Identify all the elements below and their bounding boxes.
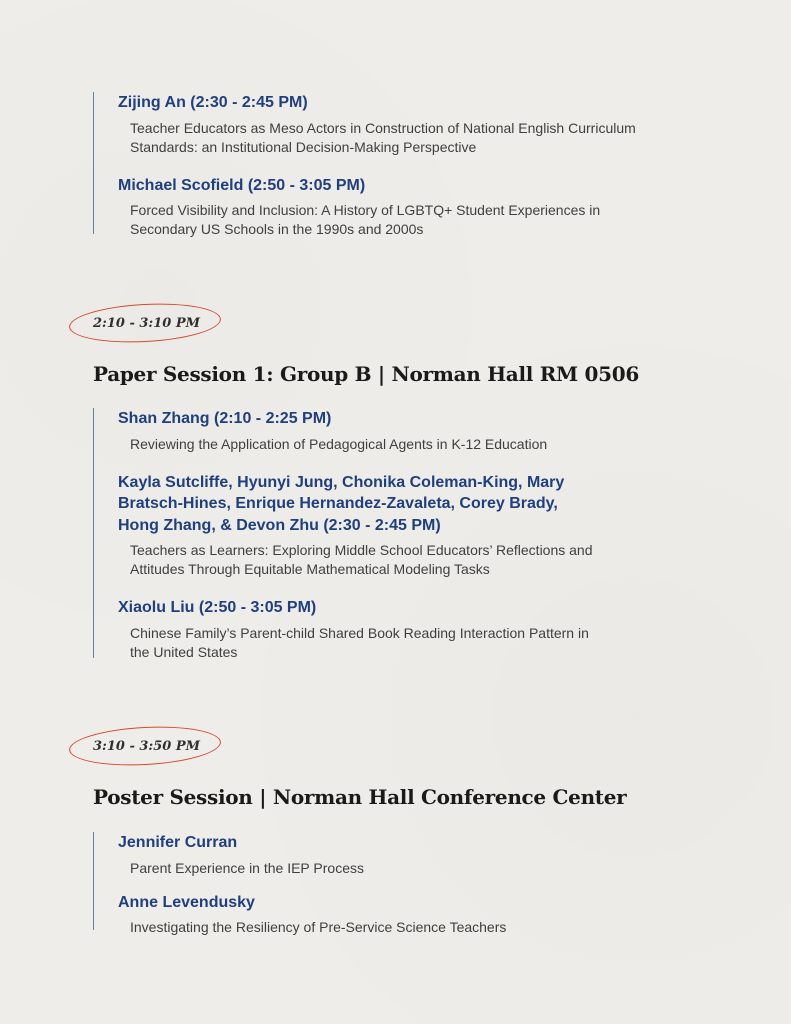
presentation-title: Teachers as Learners: Exploring Middle School Educators’ Reflections and Attitudes Through Equitable Mathematical Modeling Tasks bbox=[130, 542, 593, 577]
presentation-block bbox=[93, 832, 738, 935]
presentation-entry bbox=[118, 892, 738, 938]
presenter-name: Xiaolu Liu (2:50 - 3:05 PM) bbox=[118, 599, 317, 616]
session-heading: Paper Session 1: Group B | Norman Hall RM 0506 bbox=[93, 362, 639, 386]
presentation-title: Reviewing the Application of Pedagogical Agents in K-12 Education bbox=[130, 435, 548, 452]
presentation-title: Chinese Family’s Parent-child Shared Book Reading Interaction Pattern in the United States bbox=[130, 624, 589, 660]
presentation-entry bbox=[118, 597, 738, 662]
presentation-entry bbox=[118, 175, 738, 240]
presentation-title: Teacher Educators as Meso Actors in Construction of National English Curriculum Standards: an Institutional Decision-Making Perspective bbox=[130, 119, 636, 155]
presentation-title: Forced Visibility and Inclusion: A History of LGBTQ+ Student Experiences in Secondary US Schools in the 1990s and 2000s bbox=[130, 202, 601, 237]
presentation-block-continued bbox=[93, 92, 738, 237]
presentation-entry bbox=[118, 472, 738, 580]
presentation-block bbox=[93, 408, 738, 658]
presenter-names: Kayla Sutcliffe, Hyunyi Jung, Chonika Coleman-King, Mary Bratsch-Hines, Enrique Hernandez-Zavaleta, Corey Brady, Hong Zhang, & Devon Zhu (2:30 - 2:45 PM) bbox=[118, 473, 565, 534]
presentation-title: Investigating the Resiliency of Pre-Service Science Teachers bbox=[130, 919, 507, 935]
presenter-name: Jennifer Curran bbox=[118, 834, 238, 851]
presenter-name: Michael Scofield (2:50 - 3:05 PM) bbox=[118, 176, 366, 194]
presentation-title: Parent Experience in the IEP Process bbox=[130, 859, 364, 876]
presentation-entry bbox=[118, 408, 738, 454]
session-heading: Poster Session | Norman Hall Conference Center bbox=[93, 785, 627, 809]
presenter-name: Anne Levendusky bbox=[118, 893, 255, 911]
presenter-name: Zijing An (2:30 - 2:45 PM) bbox=[118, 94, 308, 111]
session-time: 3:10 - 3:50 PM bbox=[93, 739, 201, 754]
presenter-name: Shan Zhang (2:10 - 2:25 PM) bbox=[118, 410, 332, 427]
presentation-entry bbox=[118, 92, 738, 157]
session-time: 2:10 - 3:10 PM bbox=[93, 316, 201, 331]
presentation-entry bbox=[118, 832, 738, 878]
